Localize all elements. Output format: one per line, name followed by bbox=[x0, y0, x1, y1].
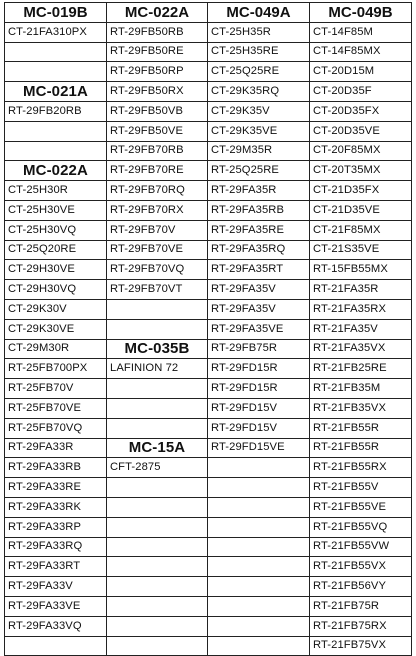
model-cell: CT-29K30VE bbox=[5, 319, 107, 339]
table-row bbox=[5, 200, 412, 220]
column-header-3: MC-049A bbox=[208, 3, 310, 23]
model-cell bbox=[107, 557, 208, 577]
model-cell: CT-25H35R bbox=[208, 22, 310, 42]
model-cell: RT-29FB70RX bbox=[107, 200, 208, 220]
model-cell: RT-29FB70V bbox=[107, 220, 208, 240]
model-cell bbox=[5, 62, 107, 82]
model-cell: CT-20D35F bbox=[310, 82, 412, 102]
table-row bbox=[5, 497, 412, 517]
table-row bbox=[5, 22, 412, 42]
model-cell bbox=[107, 478, 208, 498]
table-row bbox=[5, 121, 412, 141]
model-cell bbox=[107, 537, 208, 557]
column-header-2: MC-022A bbox=[107, 3, 208, 23]
model-cell: RT-29FA35RB bbox=[208, 200, 310, 220]
model-cell: RT-29FB50VE bbox=[107, 121, 208, 141]
model-cell: RT-29FB70VE bbox=[107, 240, 208, 260]
header-row bbox=[5, 3, 412, 23]
model-cell: CT-20T35MX bbox=[310, 161, 412, 181]
model-cell: RT-29FA33RT bbox=[5, 557, 107, 577]
model-cell: RT-25FB700PX bbox=[5, 359, 107, 379]
table-row bbox=[5, 418, 412, 438]
table-row bbox=[5, 319, 412, 339]
model-cell: CT-25H30R bbox=[5, 181, 107, 201]
model-cell: LAFINION 72 bbox=[107, 359, 208, 379]
model-cell: CT-25H35RE bbox=[208, 42, 310, 62]
model-cell: RT-21FB55VX bbox=[310, 557, 412, 577]
model-cell: CT-29M30R bbox=[5, 339, 107, 359]
model-cell: RT-15FB55MX bbox=[310, 260, 412, 280]
model-cell: RT-29FD15R bbox=[208, 379, 310, 399]
model-cell: RT-29FD15V bbox=[208, 398, 310, 418]
model-cell: CT-25H30VQ bbox=[5, 220, 107, 240]
model-cell: RT-29FD15V bbox=[208, 418, 310, 438]
model-cell: RT-29FA35V bbox=[208, 280, 310, 300]
model-cell bbox=[5, 636, 107, 656]
model-cell: CT-25H30VE bbox=[5, 200, 107, 220]
table-row bbox=[5, 596, 412, 616]
model-cell: RT-29FA33VE bbox=[5, 596, 107, 616]
model-cell: RT-29FA35R bbox=[208, 181, 310, 201]
model-cell: CT-21S35VE bbox=[310, 240, 412, 260]
model-cell bbox=[208, 616, 310, 636]
model-cell: RT-21FA35RX bbox=[310, 299, 412, 319]
table-row bbox=[5, 398, 412, 418]
model-cell bbox=[107, 616, 208, 636]
model-cell: CT-21FA310PX bbox=[5, 22, 107, 42]
model-cell: RT-29FA35RE bbox=[208, 220, 310, 240]
model-cell: RT-29FA35RQ bbox=[208, 240, 310, 260]
model-cell: RT-21FA35V bbox=[310, 319, 412, 339]
section-heading-cell: MC-021A bbox=[5, 82, 107, 102]
model-cell bbox=[5, 42, 107, 62]
model-cell: CT-20D35FX bbox=[310, 101, 412, 121]
model-cell bbox=[208, 497, 310, 517]
model-cell: RT-21FB35M bbox=[310, 379, 412, 399]
model-cell: CT-25Q20RE bbox=[5, 240, 107, 260]
model-cell: CT-29K35VE bbox=[208, 121, 310, 141]
model-cell bbox=[208, 478, 310, 498]
model-cell: CT-20D15M bbox=[310, 62, 412, 82]
table-row bbox=[5, 537, 412, 557]
model-cell: RT-29FB50RX bbox=[107, 82, 208, 102]
table-row bbox=[5, 557, 412, 577]
model-cell: RT-29FA33RK bbox=[5, 497, 107, 517]
model-cell: RT-29FA33RB bbox=[5, 458, 107, 478]
table-row bbox=[5, 260, 412, 280]
table-row bbox=[5, 161, 412, 181]
model-cell: RT-21FB55VE bbox=[310, 497, 412, 517]
model-cell bbox=[208, 596, 310, 616]
table-row bbox=[5, 359, 412, 379]
model-cell: RT-29FA33RP bbox=[5, 517, 107, 537]
model-cell bbox=[107, 577, 208, 597]
table-row bbox=[5, 616, 412, 636]
model-cell: RT-29FA35V bbox=[208, 299, 310, 319]
model-cell: RT-29FA35RT bbox=[208, 260, 310, 280]
model-cell bbox=[208, 577, 310, 597]
model-cell bbox=[107, 299, 208, 319]
model-cell bbox=[208, 557, 310, 577]
model-cell: CT-25Q25RE bbox=[208, 62, 310, 82]
model-cell bbox=[208, 517, 310, 537]
model-cell: RT-29FB50RB bbox=[107, 22, 208, 42]
model-cell: RT-21FB35VX bbox=[310, 398, 412, 418]
model-cell: RT-21FB55VQ bbox=[310, 517, 412, 537]
model-cell: RT-21FB25RE bbox=[310, 359, 412, 379]
model-cell: RT-21FB75RX bbox=[310, 616, 412, 636]
model-cell: CT-29K35V bbox=[208, 101, 310, 121]
model-cell: RT-25Q25RE bbox=[208, 161, 310, 181]
model-cell: CT-21D35VE bbox=[310, 200, 412, 220]
table-row bbox=[5, 299, 412, 319]
model-cell: RT-25FB70V bbox=[5, 379, 107, 399]
table-row bbox=[5, 220, 412, 240]
model-cell: CT-29K30V bbox=[5, 299, 107, 319]
model-cell: RT-21FA35R bbox=[310, 280, 412, 300]
model-cell: RT-29FD15R bbox=[208, 359, 310, 379]
table-row bbox=[5, 62, 412, 82]
model-cell: CT-21F85MX bbox=[310, 220, 412, 240]
table-row bbox=[5, 478, 412, 498]
model-cell: RT-21FB55R bbox=[310, 418, 412, 438]
model-cell bbox=[107, 319, 208, 339]
model-cell: RT-29FB70RE bbox=[107, 161, 208, 181]
model-cell bbox=[208, 458, 310, 478]
model-cell bbox=[107, 418, 208, 438]
model-cell: RT-29FB70VT bbox=[107, 280, 208, 300]
table-row bbox=[5, 280, 412, 300]
model-cell: RT-25FB70VQ bbox=[5, 418, 107, 438]
section-heading-cell: MC-022A bbox=[5, 161, 107, 181]
section-heading-cell: MC-15A bbox=[107, 438, 208, 458]
model-cell: RT-29FB70RB bbox=[107, 141, 208, 161]
model-cell: CT-29H30VE bbox=[5, 260, 107, 280]
model-cell bbox=[107, 398, 208, 418]
model-cell: RT-29FA33VQ bbox=[5, 616, 107, 636]
model-cell: RT-29FA33V bbox=[5, 577, 107, 597]
model-cell bbox=[5, 121, 107, 141]
model-cell: RT-29FB50VB bbox=[107, 101, 208, 121]
model-cell bbox=[107, 596, 208, 616]
section-heading-cell: MC-035B bbox=[107, 339, 208, 359]
table-row bbox=[5, 181, 412, 201]
table-row bbox=[5, 517, 412, 537]
model-compatibility-table bbox=[4, 2, 412, 656]
model-cell: RT-29FB70VQ bbox=[107, 260, 208, 280]
model-cell: RT-29FB70RQ bbox=[107, 181, 208, 201]
model-cell: RT-25FB70VE bbox=[5, 398, 107, 418]
model-cell: RT-21FB55R bbox=[310, 438, 412, 458]
model-cell bbox=[107, 636, 208, 656]
model-cell bbox=[208, 636, 310, 656]
model-cell: CT-21D35FX bbox=[310, 181, 412, 201]
table-row bbox=[5, 636, 412, 656]
model-cell: RT-21FB75VX bbox=[310, 636, 412, 656]
model-cell: CT-29M35R bbox=[208, 141, 310, 161]
model-cell: RT-29FB50RP bbox=[107, 62, 208, 82]
table-row bbox=[5, 339, 412, 359]
model-cell: RT-21FB75R bbox=[310, 596, 412, 616]
model-cell bbox=[107, 379, 208, 399]
model-cell: RT-29FB75R bbox=[208, 339, 310, 359]
model-cell: CT-14F85M bbox=[310, 22, 412, 42]
table-row bbox=[5, 438, 412, 458]
table-row bbox=[5, 42, 412, 62]
table-row bbox=[5, 101, 412, 121]
model-cell bbox=[107, 517, 208, 537]
model-cell: CT-20D35VE bbox=[310, 121, 412, 141]
table-row bbox=[5, 458, 412, 478]
table-row bbox=[5, 577, 412, 597]
model-cell: CFT-2875 bbox=[107, 458, 208, 478]
table-row bbox=[5, 240, 412, 260]
model-cell: RT-29FA33RE bbox=[5, 478, 107, 498]
model-cell: CT-14F85MX bbox=[310, 42, 412, 62]
model-cell: CT-20F85MX bbox=[310, 141, 412, 161]
table-row bbox=[5, 82, 412, 102]
model-cell: RT-21FB55V bbox=[310, 478, 412, 498]
model-cell: RT-21FB55VW bbox=[310, 537, 412, 557]
table-row bbox=[5, 141, 412, 161]
table-body bbox=[5, 22, 412, 656]
model-cell bbox=[208, 537, 310, 557]
model-cell: RT-29FA33RQ bbox=[5, 537, 107, 557]
model-cell bbox=[107, 497, 208, 517]
model-cell: RT-29FD15VE bbox=[208, 438, 310, 458]
model-cell: RT-21FB56VY bbox=[310, 577, 412, 597]
model-cell: CT-29K35RQ bbox=[208, 82, 310, 102]
table-row bbox=[5, 379, 412, 399]
model-cell: RT-29FB20RB bbox=[5, 101, 107, 121]
column-header-1: MC-019B bbox=[5, 3, 107, 23]
column-header-4: MC-049B bbox=[310, 3, 412, 23]
model-cell: RT-21FA35VX bbox=[310, 339, 412, 359]
model-cell: CT-29H30VQ bbox=[5, 280, 107, 300]
model-cell bbox=[5, 141, 107, 161]
model-cell: RT-21FB55RX bbox=[310, 458, 412, 478]
model-cell: RT-29FA35VE bbox=[208, 319, 310, 339]
model-cell: RT-29FA33R bbox=[5, 438, 107, 458]
model-cell: RT-29FB50RE bbox=[107, 42, 208, 62]
